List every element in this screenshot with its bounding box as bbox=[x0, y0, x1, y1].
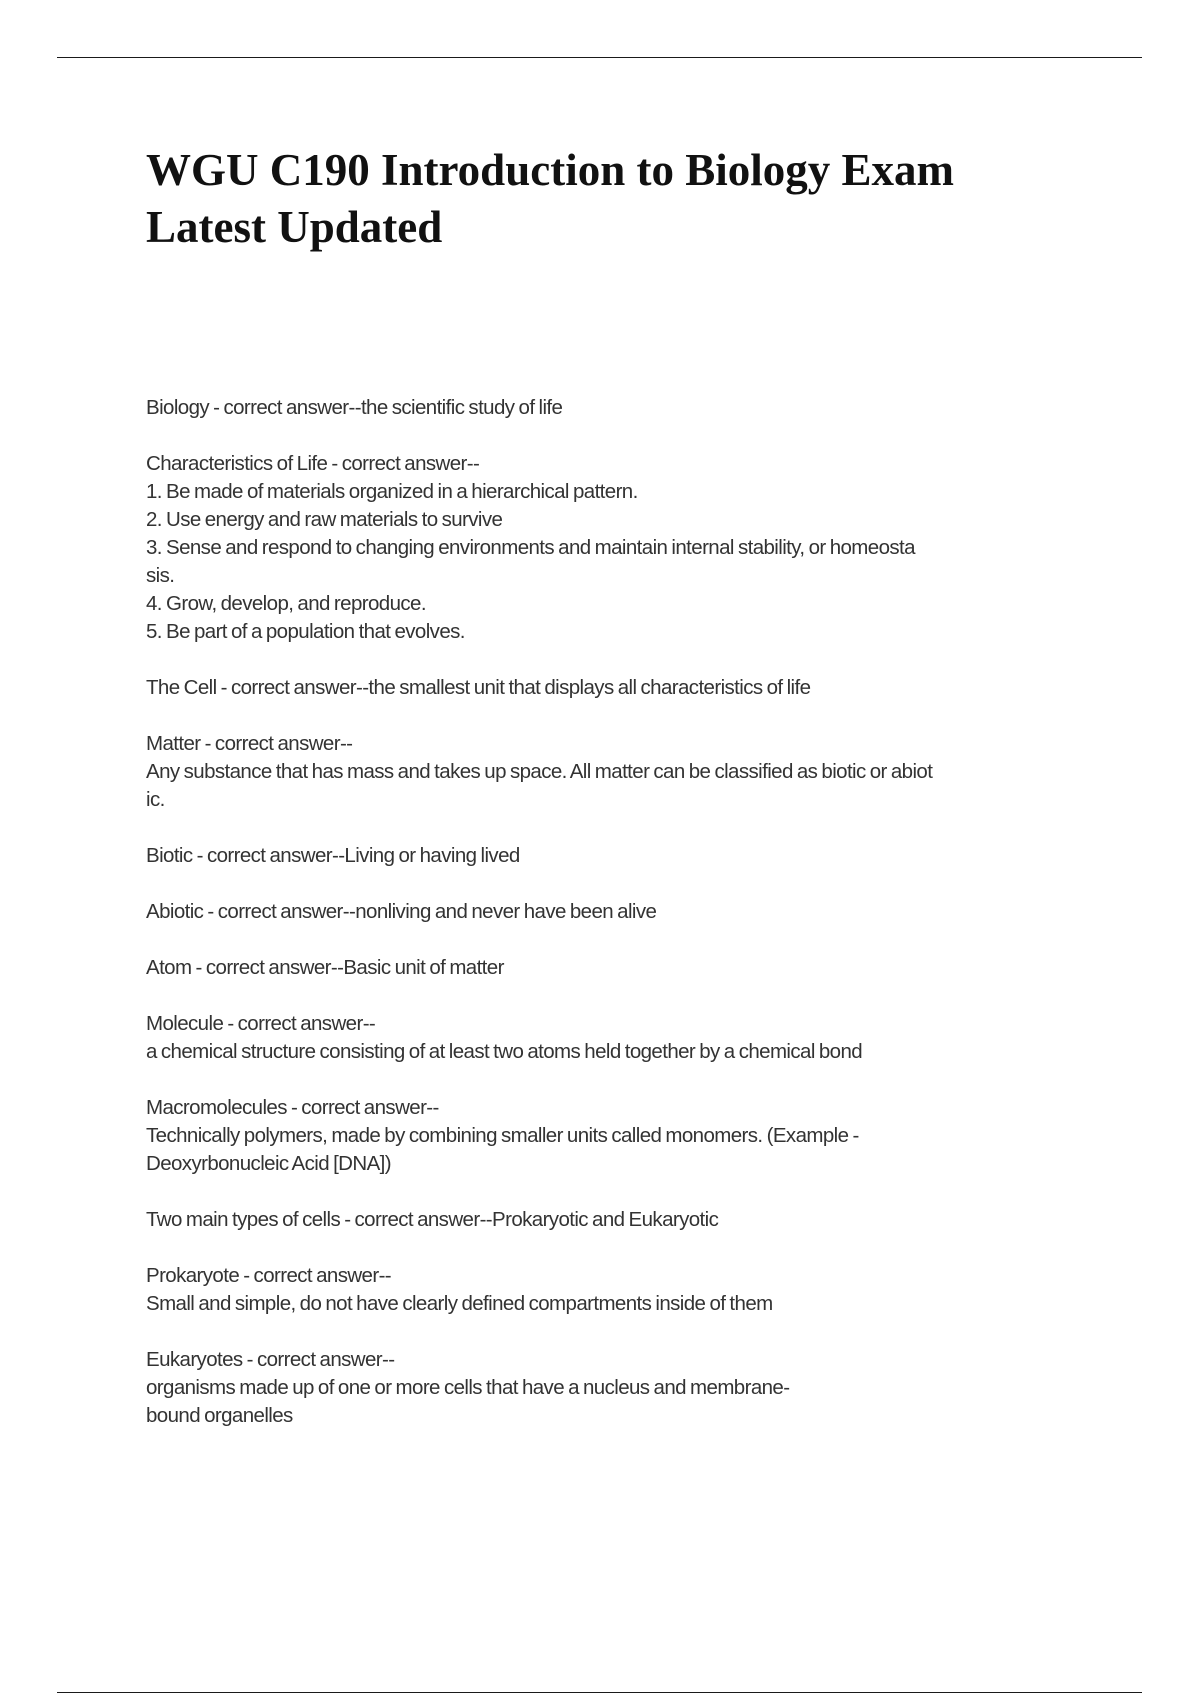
entry-line: 3. Sense and respond to changing environments and maintain internal stability, or homeosta bbox=[146, 536, 915, 559]
entry-biotic bbox=[146, 842, 1091, 870]
entry-molecule bbox=[146, 1010, 1091, 1066]
entry-line: Any substance that has mass and takes up space. All matter can be classified as biotic or abiot bbox=[146, 760, 933, 783]
entry-line: Macromolecules - correct answer-- bbox=[146, 1096, 439, 1119]
entry-line: bound organelles bbox=[146, 1404, 293, 1427]
entry-prokaryote bbox=[146, 1262, 1091, 1318]
entry-line: Atom - correct answer--Basic unit of matter bbox=[146, 956, 504, 979]
entry-line: organisms made up of one or more cells that have a nucleus and membrane- bbox=[146, 1376, 790, 1399]
entry-macromolecules bbox=[146, 1094, 1091, 1178]
entry-atom bbox=[146, 954, 1091, 982]
entry-line: 1. Be made of materials organized in a hierarchical pattern. bbox=[146, 480, 638, 503]
flashcard-list bbox=[146, 394, 1091, 1458]
entry-two-main-types-of-cells bbox=[146, 1206, 1091, 1234]
entry-line: Deoxyrbonucleic Acid [DNA]) bbox=[146, 1152, 391, 1175]
entry-line: Small and simple, do not have clearly defined compartments inside of them bbox=[146, 1292, 773, 1315]
header-rule bbox=[57, 57, 1142, 58]
title-line: WGU C190 Introduction to Biology Exam bbox=[146, 145, 954, 195]
entry-line: Matter - correct answer-- bbox=[146, 732, 353, 755]
entry-line: ic. bbox=[146, 788, 165, 811]
title-line: Latest Updated bbox=[146, 202, 443, 252]
document-title bbox=[146, 142, 1066, 256]
entry-biology bbox=[146, 394, 1091, 422]
entry-line: Biotic - correct answer--Living or having lived bbox=[146, 844, 520, 867]
entry-line: Abiotic - correct answer--nonliving and never have been alive bbox=[146, 900, 657, 923]
entry-abiotic bbox=[146, 898, 1091, 926]
entry-line: a chemical structure consisting of at least two atoms held together by a chemical bond bbox=[146, 1040, 863, 1063]
entry-line: Biology - correct answer--the scientific study of life bbox=[146, 396, 563, 419]
entry-line: 2. Use energy and raw materials to survive bbox=[146, 508, 503, 531]
entry-matter bbox=[146, 730, 1091, 814]
entry-line: Eukaryotes - correct answer-- bbox=[146, 1348, 395, 1371]
entry-line: The Cell - correct answer--the smallest unit that displays all characteristics of life bbox=[146, 676, 811, 699]
entry-eukaryotes bbox=[146, 1346, 1091, 1430]
entry-line: Molecule - correct answer-- bbox=[146, 1012, 376, 1035]
entry-line: Technically polymers, made by combining smaller units called monomers. (Example - bbox=[146, 1124, 859, 1147]
footer-rule bbox=[57, 1692, 1142, 1693]
entry-line: 5. Be part of a population that evolves. bbox=[146, 620, 465, 643]
entry-line: Prokaryote - correct answer-- bbox=[146, 1264, 392, 1287]
entry-line: sis. bbox=[146, 564, 175, 587]
entry-line: Characteristics of Life - correct answer-- bbox=[146, 452, 480, 475]
entry-characteristics-of-life bbox=[146, 450, 1091, 646]
entry-line: 4. Grow, develop, and reproduce. bbox=[146, 592, 426, 615]
entry-line: Two main types of cells - correct answer--Prokaryotic and Eukaryotic bbox=[146, 1208, 719, 1231]
entry-the-cell bbox=[146, 674, 1091, 702]
